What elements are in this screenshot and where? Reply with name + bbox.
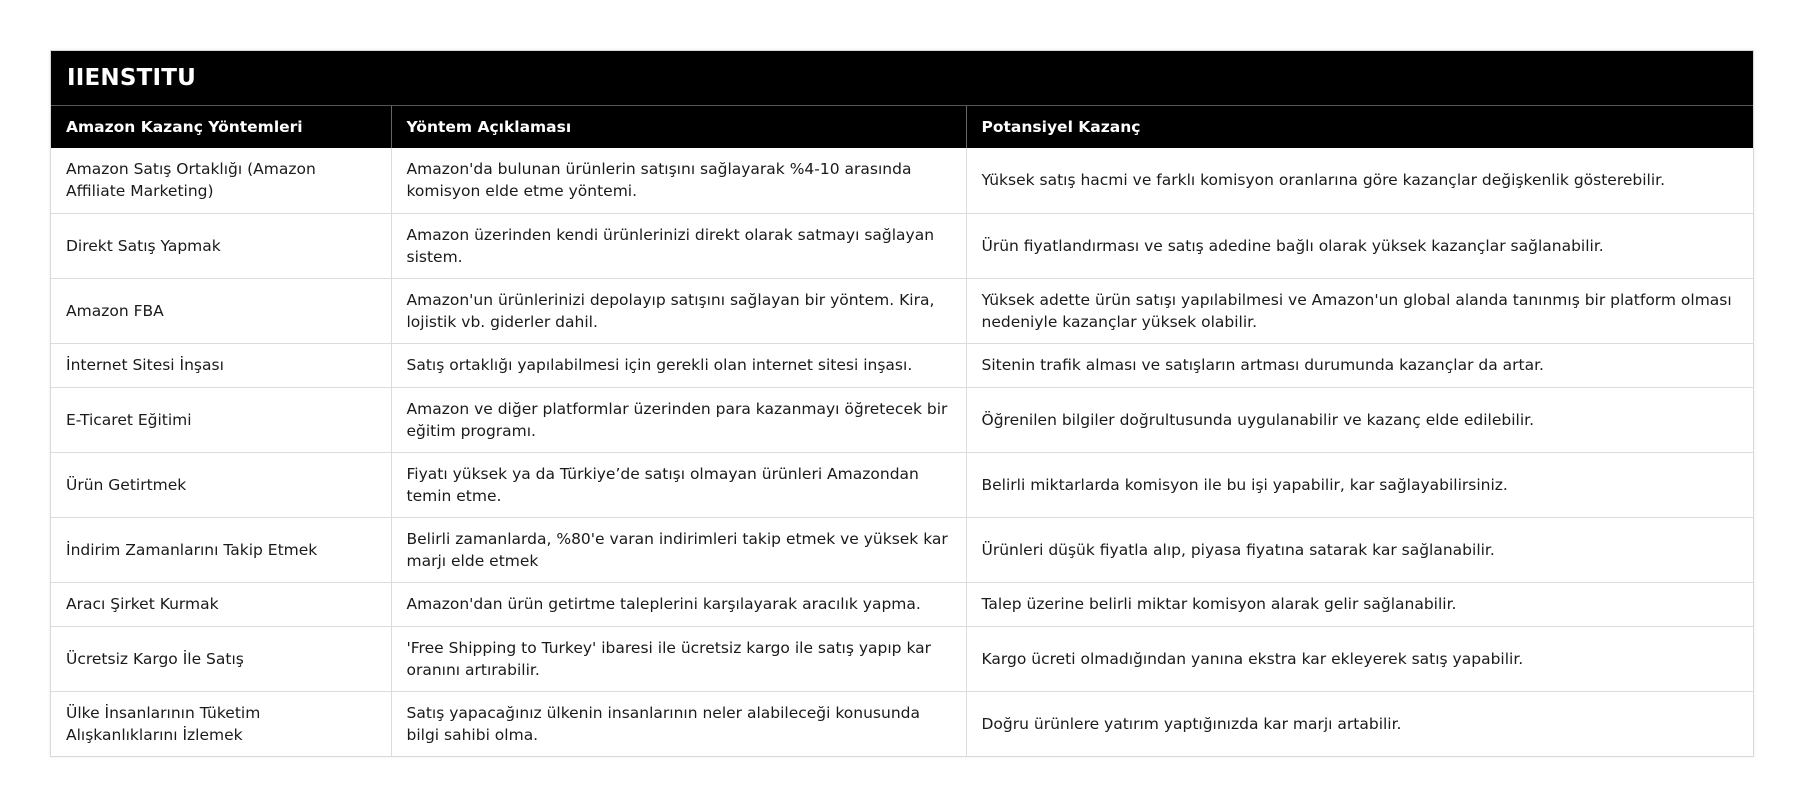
header-cell-earnings: Potansiyel Kazanç xyxy=(966,106,1753,148)
method-cell: İndirim Zamanlarını Takip Etmek xyxy=(51,517,391,582)
table-row xyxy=(51,452,1753,517)
method-cell: Ülke İnsanlarının Tüketim Alışkanlıklarını İzlemek xyxy=(51,691,391,756)
table-row xyxy=(51,148,1753,213)
description-cell: Amazon ve diğer platformlar üzerinden para kazanmayı öğretecek bir eğitim programı. xyxy=(391,387,966,452)
header-cell-description: Yöntem Açıklaması xyxy=(391,106,966,148)
method-cell: Ürün Getirtmek xyxy=(51,452,391,517)
method-cell: Ücretsiz Kargo İle Satış xyxy=(51,626,391,691)
table-row xyxy=(51,691,1753,756)
method-cell: Direkt Satış Yapmak xyxy=(51,213,391,278)
table-row xyxy=(51,517,1753,582)
description-cell: 'Free Shipping to Turkey' ibaresi ile ücretsiz kargo ile satış yapıp kar oranını artırabilir. xyxy=(391,626,966,691)
earnings-cell: Doğru ürünlere yatırım yaptığınızda kar marjı artabilir. xyxy=(981,714,1402,733)
table-row xyxy=(51,343,1753,387)
method-cell: Aracı Şirket Kurmak xyxy=(51,582,391,626)
earnings-cell: Sitenin trafik alması ve satışların artması durumunda kazançlar da artar. xyxy=(966,343,1753,387)
method-cell: Amazon Satış Ortaklığı (Amazon Affiliate Marketing) xyxy=(51,148,391,213)
method-cell: İnternet Sitesi İnşası xyxy=(51,343,391,387)
description-cell: Amazon'un ürünlerinizi depolayıp satışını sağlayan bir yöntem. Kira, lojistik vb. giderler dahil. xyxy=(391,278,966,343)
table-row xyxy=(51,582,1753,626)
earnings-cell: Kargo ücreti olmadığından yanına ekstra kar ekleyerek satış yapabilir. xyxy=(966,626,1753,691)
data-table xyxy=(51,106,1753,756)
earnings-cell: Yüksek adette ürün satışı yapılabilmesi ve Amazon'un global alanda tanınmış bir platform olması nedeniyle kazançlar yüksek olabilir. xyxy=(966,278,1753,343)
table-container xyxy=(50,50,1754,757)
description-cell: Amazon'da bulunan ürünlerin satışını sağlayarak %4-10 arasında komisyon elde etme yöntemi. xyxy=(391,148,966,213)
earnings-cell: Yüksek satış hacmi ve farklı komisyon oranlarına göre kazançlar değişkenlik gösterebilir. xyxy=(966,148,1753,213)
table-row xyxy=(51,626,1753,691)
description-cell: Satış ortaklığı yapılabilmesi için gerekli olan internet sitesi inşası. xyxy=(391,343,966,387)
description-cell: Belirli zamanlarda, %80'e varan indirimleri takip etmek ve yüksek kar marjı elde etmek xyxy=(391,517,966,582)
description-cell: Amazon'dan ürün getirtme taleplerini karşılayarak aracılık yapma. xyxy=(391,582,966,626)
earnings-cell: Talep üzerine belirli miktar komisyon alarak gelir sağlanabilir. xyxy=(966,582,1753,626)
table-row xyxy=(51,213,1753,278)
earnings-cell: Belirli miktarlarda komisyon ile bu işi yapabilir, kar sağlayabilirsiniz. xyxy=(966,452,1753,517)
table-row xyxy=(51,278,1753,343)
earnings-cell: Öğrenilen bilgiler doğrultusunda uygulanabilir ve kazanç elde edilebilir. xyxy=(966,387,1753,452)
description-cell: Amazon üzerinden kendi ürünlerinizi direkt olarak satmayı sağlayan sistem. xyxy=(391,213,966,278)
method-cell: E-Ticaret Eğitimi xyxy=(51,387,391,452)
earnings-cell: Ürünleri düşük fiyatla alıp, piyasa fiyatına satarak kar sağlanabilir. xyxy=(966,517,1753,582)
description-cell: Satış yapacağınız ülkenin insanlarının neler alabileceği konusunda bilgi sahibi olma. xyxy=(391,691,966,756)
description-cell: Fiyatı yüksek ya da Türkiye’de satışı olmayan ürünleri Amazondan temin etme. xyxy=(391,452,966,517)
table-row xyxy=(51,387,1753,452)
header-row xyxy=(51,106,1753,148)
table-title: IIENSTITU xyxy=(51,51,1753,106)
earnings-cell: Ürün fiyatlandırması ve satış adedine bağlı olarak yüksek kazançlar sağlanabilir. xyxy=(966,213,1753,278)
header-cell-methods: Amazon Kazanç Yöntemleri xyxy=(51,106,391,148)
method-cell: Amazon FBA xyxy=(51,278,391,343)
